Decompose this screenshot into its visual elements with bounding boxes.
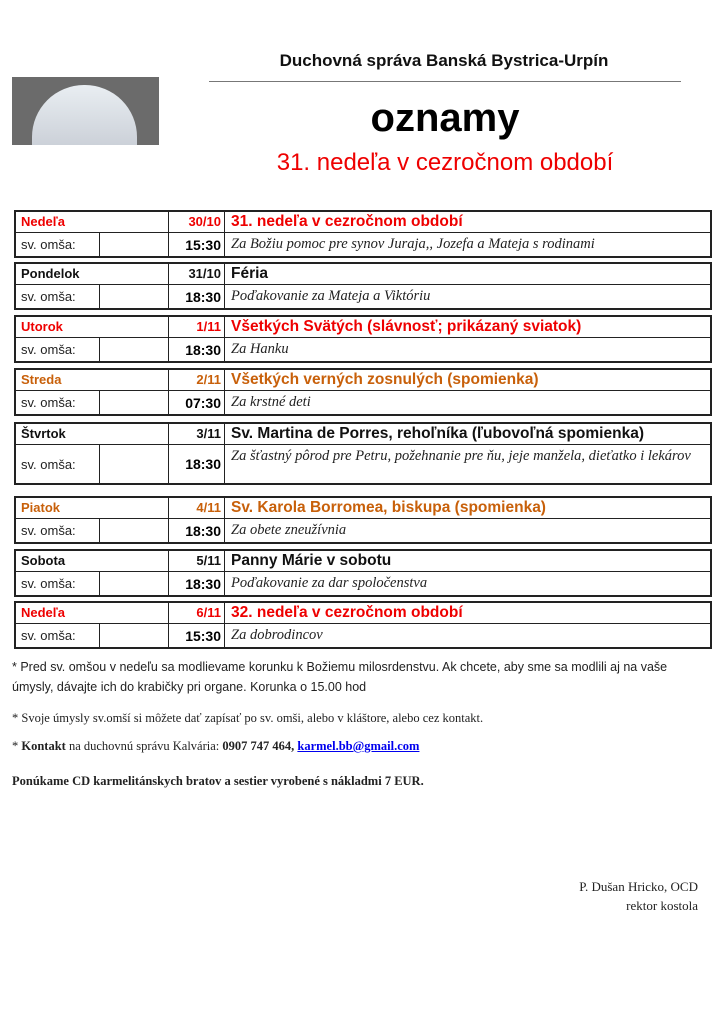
day-block bbox=[14, 262, 712, 310]
mass-label: sv. omša: bbox=[16, 624, 100, 647]
day-block bbox=[14, 368, 712, 416]
day-name: Nedeľa bbox=[16, 212, 169, 232]
day-row bbox=[16, 264, 710, 284]
note-intentions: * Svoje úmysly sv.omší si môžete dať zapísať po sv. omši, alebo v kláštore, alebo cez kontakt. bbox=[12, 711, 484, 725]
spacer-cell bbox=[100, 285, 169, 308]
page-subtitle: 31. nedeľa v cezročnom období bbox=[276, 149, 614, 176]
day-block bbox=[14, 422, 712, 485]
day-name: Streda bbox=[16, 370, 169, 390]
signature-name: P. Dušan Hricko, OCD bbox=[579, 879, 698, 894]
mass-label: sv. omša: bbox=[16, 572, 100, 595]
mass-intention: Za Božiu pomoc pre synov Juraja,, Jozefa a Mateja s rodinami bbox=[231, 236, 595, 252]
mass-time: 07:30 bbox=[169, 391, 225, 414]
mass-intention: Poďakovanie za Mateja a Viktóriu bbox=[231, 288, 431, 304]
spacer-cell bbox=[100, 519, 169, 542]
day-block bbox=[14, 496, 712, 544]
feast-name: Všetkých Svätých (slávnosť; prikázaný sviatok) bbox=[231, 318, 582, 335]
mass-label: sv. omša: bbox=[16, 338, 100, 361]
contact-label: Kontakt bbox=[21, 739, 66, 753]
mass-time: 18:30 bbox=[169, 445, 225, 483]
day-row bbox=[16, 212, 710, 232]
mass-label: sv. omša: bbox=[16, 519, 100, 542]
day-block bbox=[14, 210, 712, 258]
feast-name: Sv. Karola Borromea, biskupa (spomienka) bbox=[231, 499, 546, 516]
signature bbox=[579, 877, 698, 915]
mass-label: sv. omša: bbox=[16, 445, 100, 483]
mass-row bbox=[16, 232, 710, 256]
church-photo bbox=[12, 77, 159, 145]
day-name: Utorok bbox=[16, 317, 169, 337]
mass-time: 15:30 bbox=[169, 233, 225, 256]
day-date: 1/11 bbox=[169, 317, 225, 337]
feast-name: Féria bbox=[231, 265, 269, 282]
day-row bbox=[16, 498, 710, 518]
spacer-cell bbox=[100, 233, 169, 256]
mass-time: 18:30 bbox=[169, 285, 225, 308]
mass-intention: Za obete zneužívnia bbox=[231, 522, 347, 538]
feast-name: Všetkých verných zosnulých (spomienka) bbox=[231, 371, 539, 388]
note-contact bbox=[12, 739, 419, 754]
day-date: 30/10 bbox=[169, 212, 225, 232]
day-date: 2/11 bbox=[169, 370, 225, 390]
mass-row bbox=[16, 623, 710, 647]
contact-text: na duchovnú správu Kalvária: bbox=[65, 739, 223, 753]
day-row bbox=[16, 551, 710, 571]
mass-label: sv. omša: bbox=[16, 391, 100, 414]
day-row bbox=[16, 317, 710, 337]
day-block bbox=[14, 601, 712, 649]
day-name: Pondelok bbox=[16, 264, 169, 284]
spacer-cell bbox=[100, 445, 169, 483]
day-block bbox=[14, 315, 712, 363]
day-date: 6/11 bbox=[169, 603, 225, 623]
mass-time: 18:30 bbox=[169, 338, 225, 361]
mass-time: 15:30 bbox=[169, 624, 225, 647]
day-name: Štvrtok bbox=[16, 424, 169, 444]
day-name: Piatok bbox=[16, 498, 169, 518]
note-rosary: * Pred sv. omšou v nedeľu sa modlievame korunku k Božiemu milosrdenstvu. Ak chcete, aby sme sa modlili aj na vaše úmysly, dávajte ich do krabičky pri organe. Korunka o 15.00 hod bbox=[12, 660, 668, 694]
parish-name: Duchovná správa Banská Bystrica-Urpín bbox=[279, 51, 609, 70]
signature-role: rektor kostola bbox=[626, 898, 698, 913]
mass-row bbox=[16, 518, 710, 542]
mass-row bbox=[16, 284, 710, 308]
page-title: oznamy bbox=[370, 96, 520, 140]
day-date: 3/11 bbox=[169, 424, 225, 444]
contact-phone: 0907 747 464, bbox=[222, 739, 295, 753]
mass-row bbox=[16, 444, 710, 483]
mass-intention: Za Hanku bbox=[231, 341, 289, 357]
day-row bbox=[16, 603, 710, 623]
feast-name: Panny Márie v sobotu bbox=[231, 552, 392, 569]
contact-email-link[interactable]: karmel.bb@gmail.com bbox=[297, 739, 420, 753]
feast-name: 32. nedeľa v cezročnom období bbox=[231, 604, 463, 621]
day-block bbox=[14, 549, 712, 597]
contact-prefix: * bbox=[12, 739, 22, 753]
mass-intention: Za dobrodincov bbox=[231, 627, 323, 643]
mass-row bbox=[16, 390, 710, 414]
spacer-cell bbox=[100, 391, 169, 414]
day-row bbox=[16, 424, 710, 444]
mass-label: sv. omša: bbox=[16, 233, 100, 256]
mass-time: 18:30 bbox=[169, 519, 225, 542]
spacer-cell bbox=[100, 572, 169, 595]
spacer-cell bbox=[100, 624, 169, 647]
mass-intention: Poďakovanie za dar spoločenstva bbox=[231, 575, 428, 591]
mass-time: 18:30 bbox=[169, 572, 225, 595]
header-divider bbox=[209, 81, 681, 82]
spacer-cell bbox=[100, 338, 169, 361]
mass-row bbox=[16, 337, 710, 361]
mass-intention: Za krstné deti bbox=[231, 394, 311, 410]
mass-intention: Za šťastný pôrod pre Petru, požehnanie pre ňu, jeje manžela, dieťatko i lekárov bbox=[231, 448, 691, 464]
mass-label: sv. omša: bbox=[16, 285, 100, 308]
day-row bbox=[16, 370, 710, 390]
day-date: 5/11 bbox=[169, 551, 225, 571]
day-date: 4/11 bbox=[169, 498, 225, 518]
day-name: Sobota bbox=[16, 551, 169, 571]
feast-name: 31. nedeľa v cezročnom období bbox=[231, 213, 463, 230]
day-date: 31/10 bbox=[169, 264, 225, 284]
mass-row bbox=[16, 571, 710, 595]
day-name: Nedeľa bbox=[16, 603, 169, 623]
feast-name: Sv. Martina de Porres, rehoľníka (ľubovoľná spomienka) bbox=[231, 425, 644, 442]
note-cd-offer: Ponúkame CD karmelitánskych bratov a sestier vyrobené s nákladmi 7 EUR. bbox=[12, 774, 424, 788]
church-arch-image bbox=[32, 85, 137, 145]
